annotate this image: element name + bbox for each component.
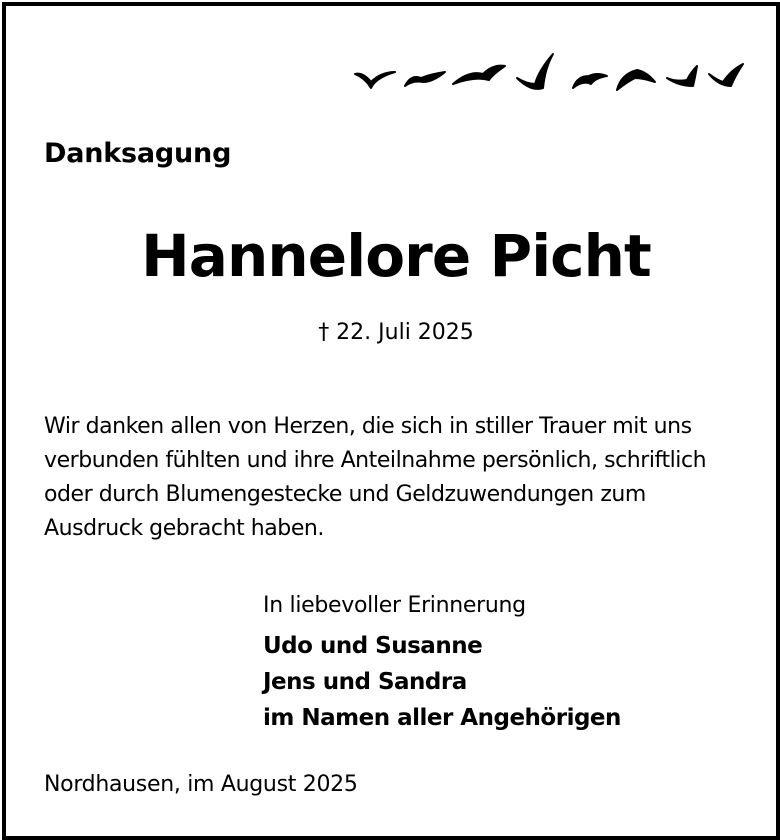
bird-icon (517, 54, 553, 89)
place-and-date: Nordhausen, im August 2025 (44, 772, 358, 797)
memory-phrase: In liebevoller Erinnerung (263, 593, 526, 618)
message-line: oder durch Blumengestecke und Geldzuwendungen zum (44, 482, 646, 507)
thank-you-message (44, 410, 754, 546)
death-date: † 22. Juli 2025 (318, 320, 474, 345)
bird-icon (709, 64, 743, 86)
message-line: Wir danken allen von Herzen, die sich in stiller Trauer mit uns (44, 414, 692, 439)
signer-name: Udo und Susanne (263, 633, 483, 659)
flying-birds-icon (351, 48, 746, 100)
signers-list (263, 628, 621, 736)
bird-icon (617, 70, 655, 90)
message-line: Ausdruck gebracht haben. (44, 516, 324, 541)
bird-icon (453, 66, 505, 84)
bird-icon (355, 72, 395, 88)
message-line: verbunden fühlten und ihre Anteilnahme persönlich, schriftlich (44, 448, 707, 473)
bird-icon (405, 72, 445, 86)
bird-icon (573, 74, 607, 88)
signer-name: im Namen aller Angehörigen (263, 705, 621, 731)
deceased-name: Hannelore Picht (141, 222, 651, 290)
obituary-notice-frame (2, 2, 780, 840)
bird-icon (667, 66, 697, 86)
signer-name: Jens und Sandra (263, 669, 467, 695)
notice-heading: Danksagung (44, 138, 232, 169)
